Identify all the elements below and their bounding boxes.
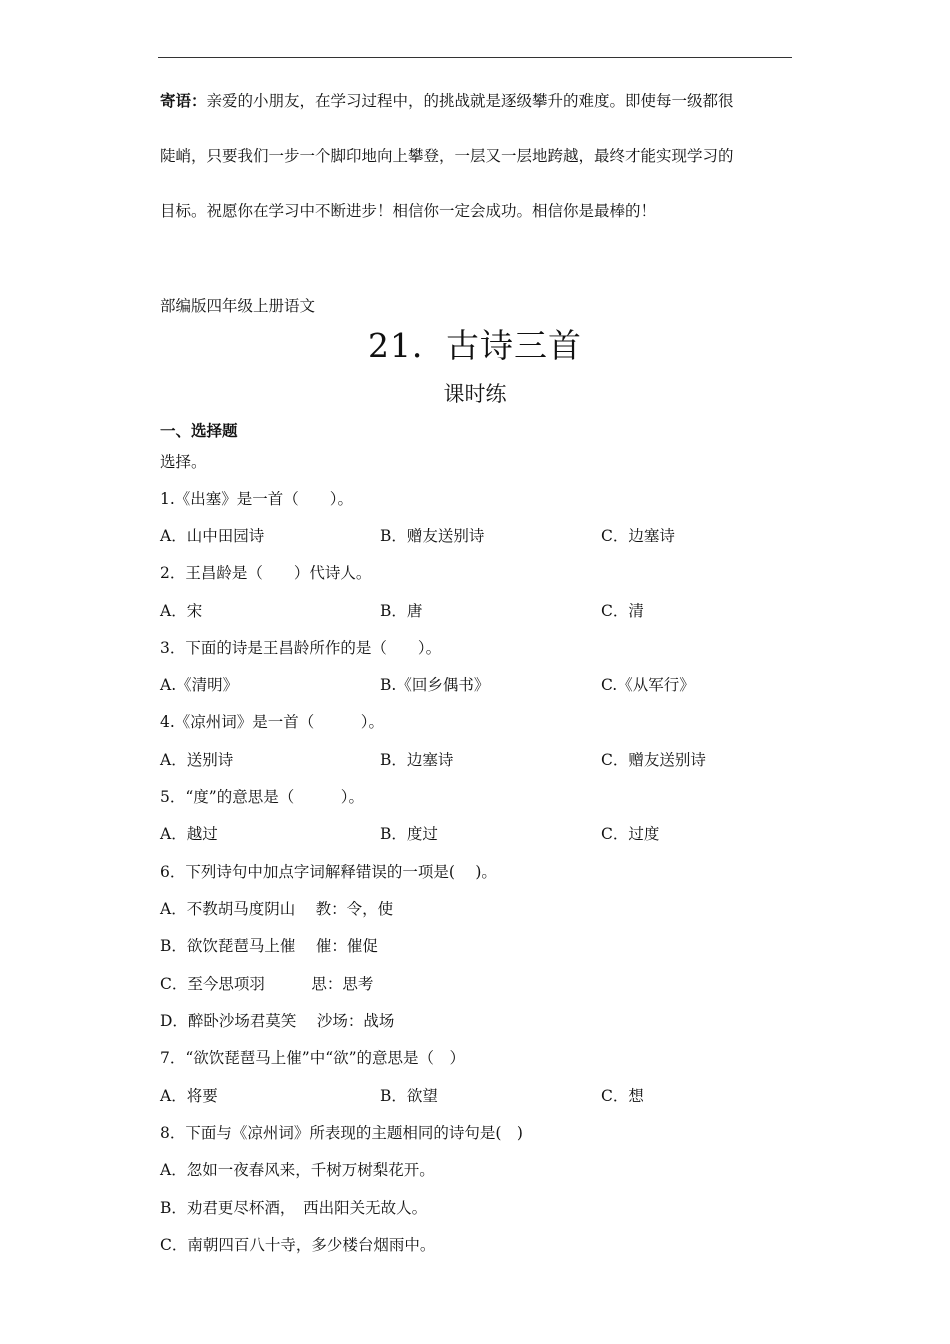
- option-c: C.《从军行》: [601, 676, 695, 694]
- option-b: B．唐: [380, 602, 423, 620]
- header-rule: [158, 57, 792, 58]
- option-a: A．山中田园诗: [160, 527, 265, 545]
- book-label: 部编版四年级上册语文: [160, 297, 316, 315]
- section-instruction: 选择。: [160, 453, 207, 471]
- option-a: A．宋: [160, 602, 203, 620]
- question-stem: 7．“欲饮琵琶马上催”中“欲”的意思是（ ）: [160, 1049, 466, 1067]
- question-stem: 8．下面与《凉州词》所表现的主题相同的诗句是( ): [160, 1124, 523, 1142]
- option-b: B．度过: [380, 825, 438, 843]
- intro-line-1: [160, 89, 734, 111]
- option-c: C．清: [601, 602, 644, 620]
- question-stem: 4.《凉州词》是一首（ ）。: [160, 713, 385, 731]
- option-c: C．南朝四百八十寺，多少楼台烟雨中。: [160, 1236, 436, 1254]
- intro-line-2: 陡峭，只要我们一步一个脚印地向上攀登，一层又一层地跨越，最终才能实现学习的: [160, 147, 734, 165]
- option-b: B．赠友送别诗: [380, 527, 485, 545]
- option-d: D．醉卧沙场君莫笑 沙场：战场: [160, 1012, 395, 1030]
- question-stem: 1.《出塞》是一首（ ）。: [160, 490, 354, 508]
- option-a: A．不教胡马度阴山 教：令，使: [160, 900, 394, 918]
- option-a: A．将要: [160, 1087, 218, 1105]
- option-a: A．越过: [160, 825, 218, 843]
- option-b: B.《回乡偶书》: [380, 676, 490, 694]
- option-c: C．过度: [601, 825, 660, 843]
- option-c: C．赠友送别诗: [601, 751, 706, 769]
- option-c: C．至今思项羽 思：思考: [160, 975, 374, 993]
- option-a: A．忽如一夜春风来，千树万树梨花开。: [160, 1161, 435, 1179]
- section-heading: 一、选择题: [160, 421, 238, 440]
- question-stem: 6．下列诗句中加点字词解释错误的一项是( )。: [160, 863, 497, 881]
- page-title: 21．古诗三首: [368, 326, 582, 365]
- option-c: C．边塞诗: [601, 527, 675, 545]
- intro-label: 寄语：: [160, 91, 207, 110]
- option-a: A．送别诗: [160, 751, 234, 769]
- intro-line-3: 目标。祝愿你在学习中不断进步！相信你一定会成功。相信你是最棒的！: [160, 202, 657, 220]
- intro-text-1: 亲爱的小朋友，在学习过程中，的挑战就是逐级攀升的难度。即使每一级都很: [206, 92, 734, 110]
- option-b: B．欲饮琵琶马上催 催：催促: [160, 937, 378, 955]
- option-b: B．劝君更尽杯酒， 西出阳关无故人。: [160, 1199, 428, 1217]
- option-a: A.《清明》: [160, 676, 239, 694]
- question-stem: 3．下面的诗是王昌龄所作的是（ ）。: [160, 639, 442, 657]
- question-stem: 2．王昌龄是（ ）代诗人。: [160, 564, 372, 582]
- option-b: B．欲望: [380, 1087, 438, 1105]
- page-subtitle: 课时练: [443, 382, 507, 406]
- option-b: B．边塞诗: [380, 751, 454, 769]
- question-stem: 5．“度”的意思是（ ）。: [160, 788, 364, 806]
- option-c: C．想: [601, 1087, 644, 1105]
